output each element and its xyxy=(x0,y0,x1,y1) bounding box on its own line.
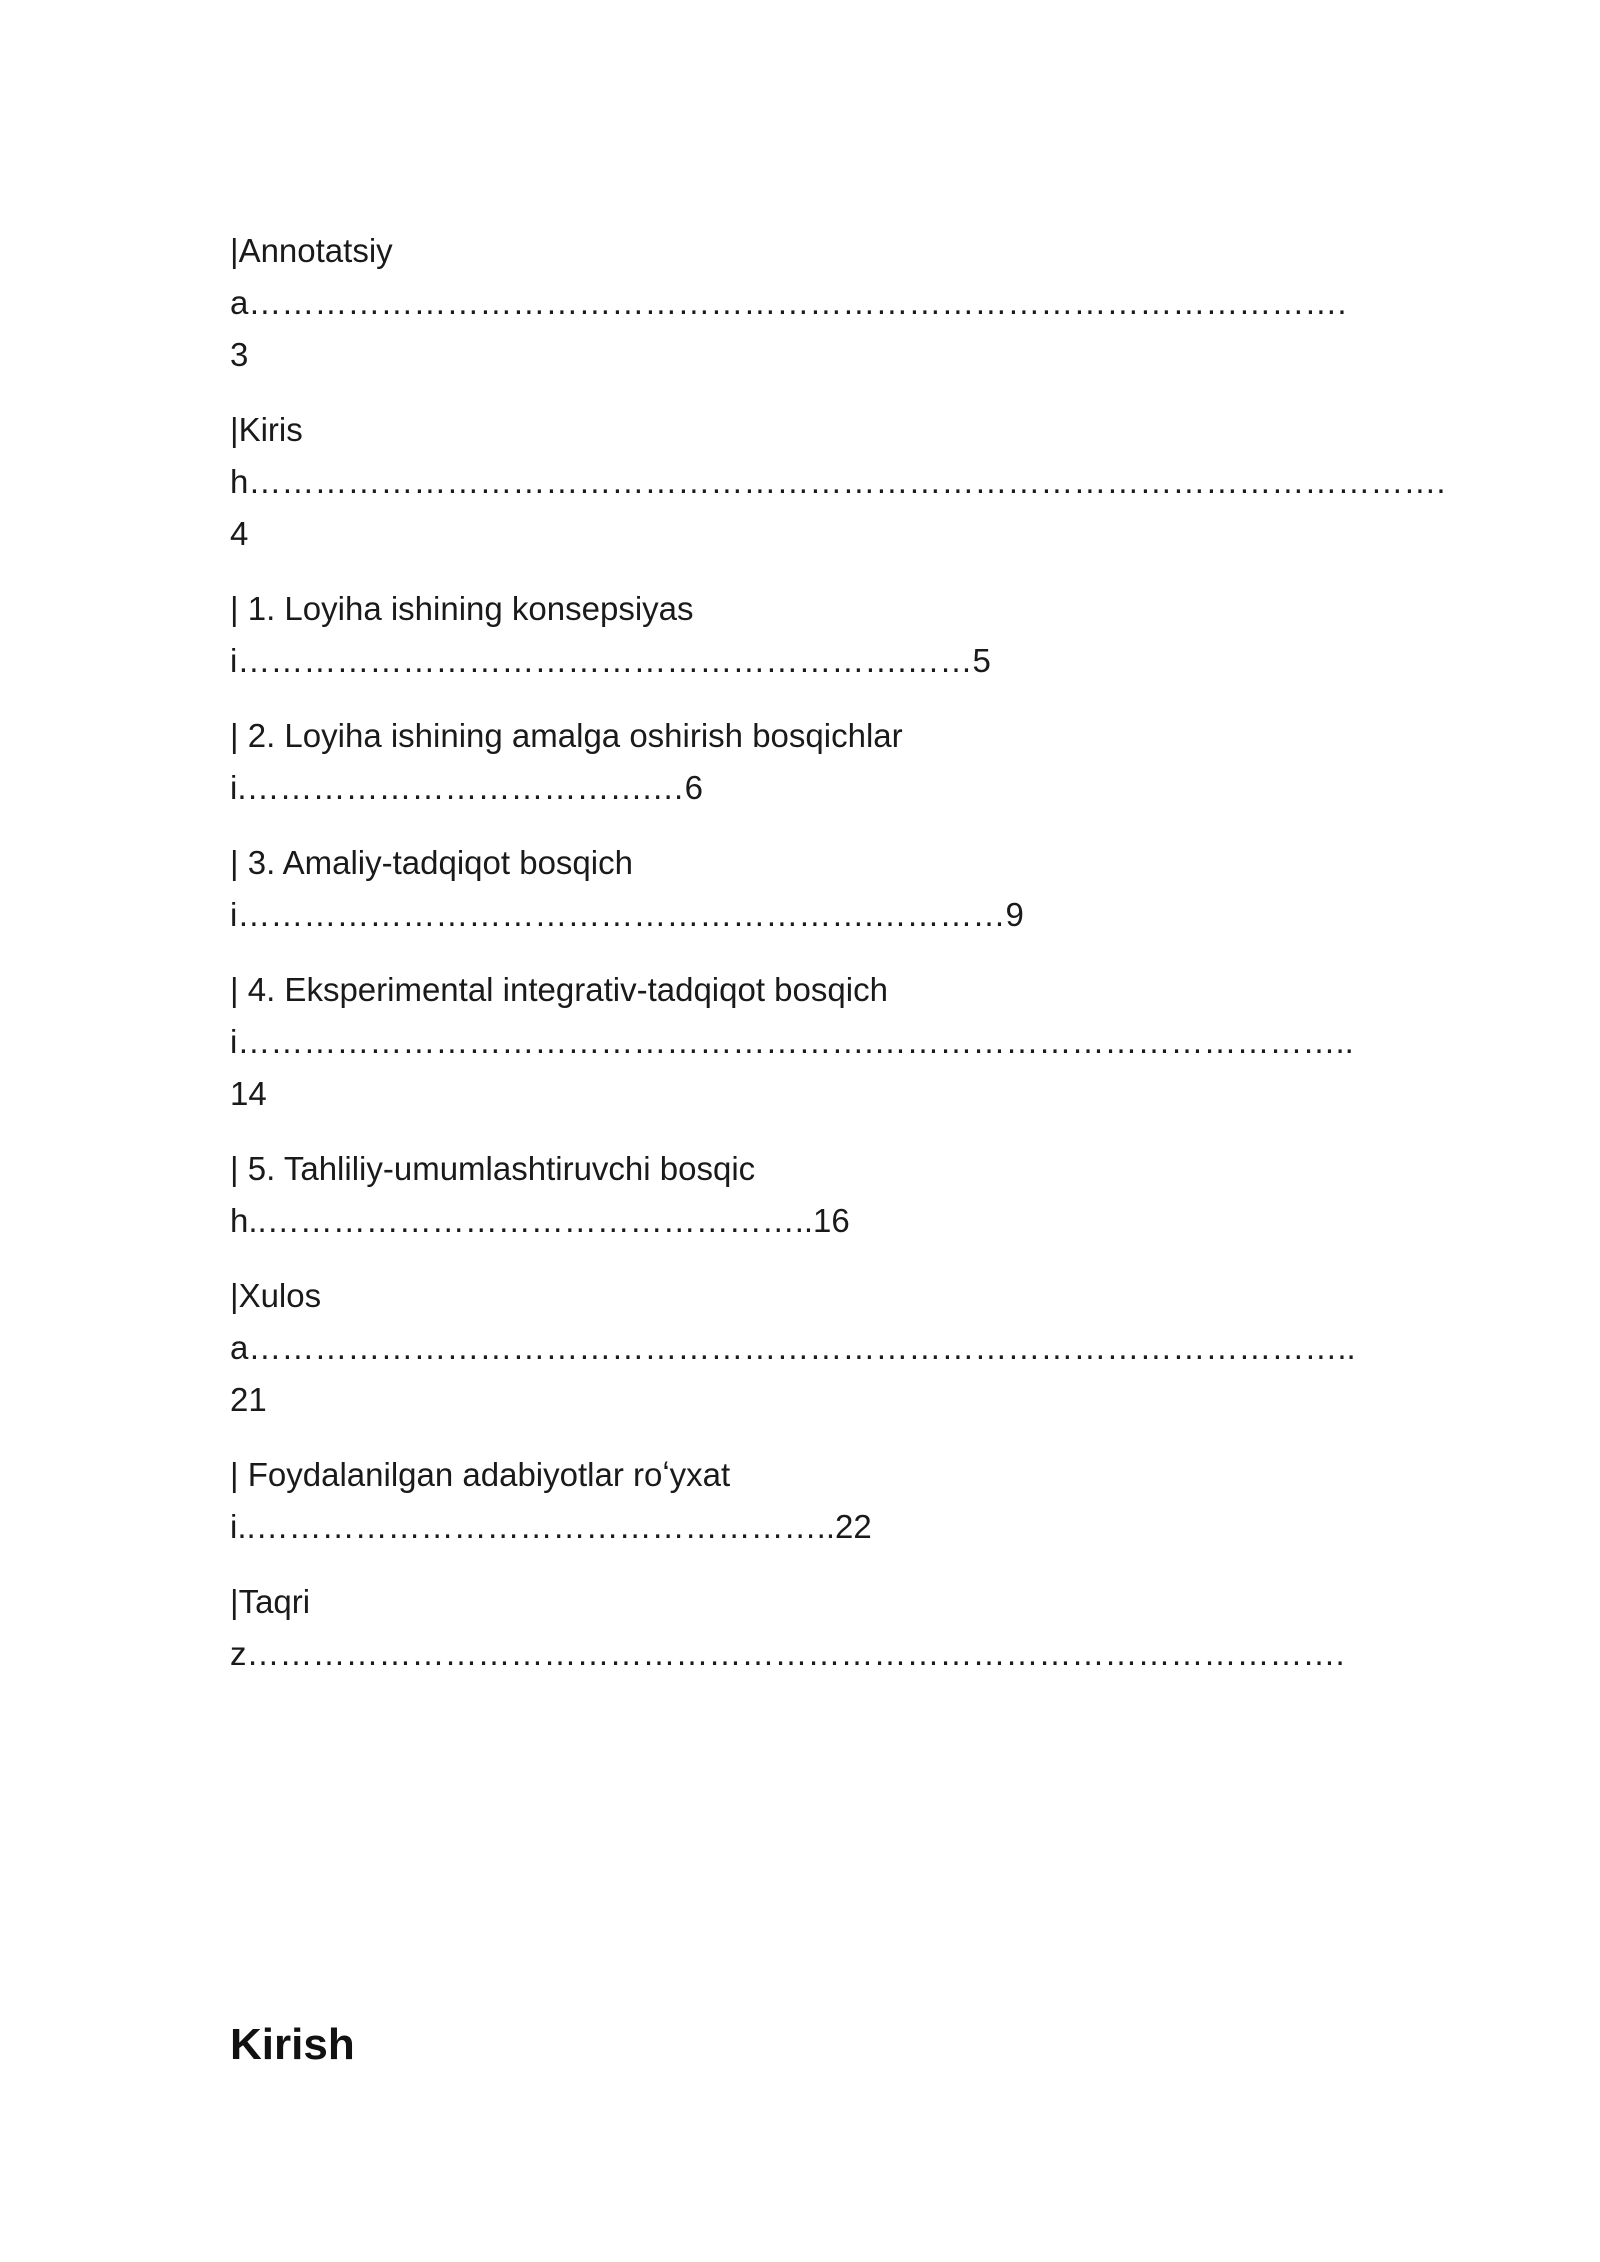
table-of-contents xyxy=(230,225,1446,1703)
section-heading-kirish: Kirish xyxy=(230,2020,355,2069)
toc-entry-adabiyotlar[interactable]: | Foydalanilgan adabiyotlar roʻyxati..……………………………………………..22 xyxy=(230,1456,872,1545)
toc-entry-tahliliy[interactable]: | 5. Tahliliy-umumlashtiruvchi bosqich..…………………………………………..16 xyxy=(230,1150,850,1239)
toc-entry-bosqichlar[interactable]: | 2. Loyiha ishining amalga oshirish bosqichlari.……………………………….…6 xyxy=(230,717,903,806)
toc-entry-amaliy-tadqiqot[interactable]: | 3. Amaliy-tadqiqot bosqichi………………………………………………….…………9 xyxy=(230,844,1024,933)
toc-entry-konsepsiya[interactable]: | 1. Loyiha ishining konsepsiyasi…………………………………………………….……5 xyxy=(230,590,991,679)
toc-entry-xulosa[interactable]: |Xulosa………………………………………………………………………………………..21 xyxy=(230,1277,1356,1418)
toc-entry-kirish[interactable]: |Kirish……………………………………………………………………………………………….4 xyxy=(230,411,1446,552)
toc-entry-eksperimental[interactable]: | 4. Eksperimental integrativ-tadqiqot bosqichi………………………………………………….……………………………………..14 xyxy=(230,971,1354,1112)
toc-entry-taqriz[interactable]: |Taqriz………………………………………………………………………………………. xyxy=(230,1583,1345,1672)
toc-entry-annotatsiya[interactable]: |Annotatsiya……………………………………………………………………………………….3 xyxy=(230,232,1347,373)
